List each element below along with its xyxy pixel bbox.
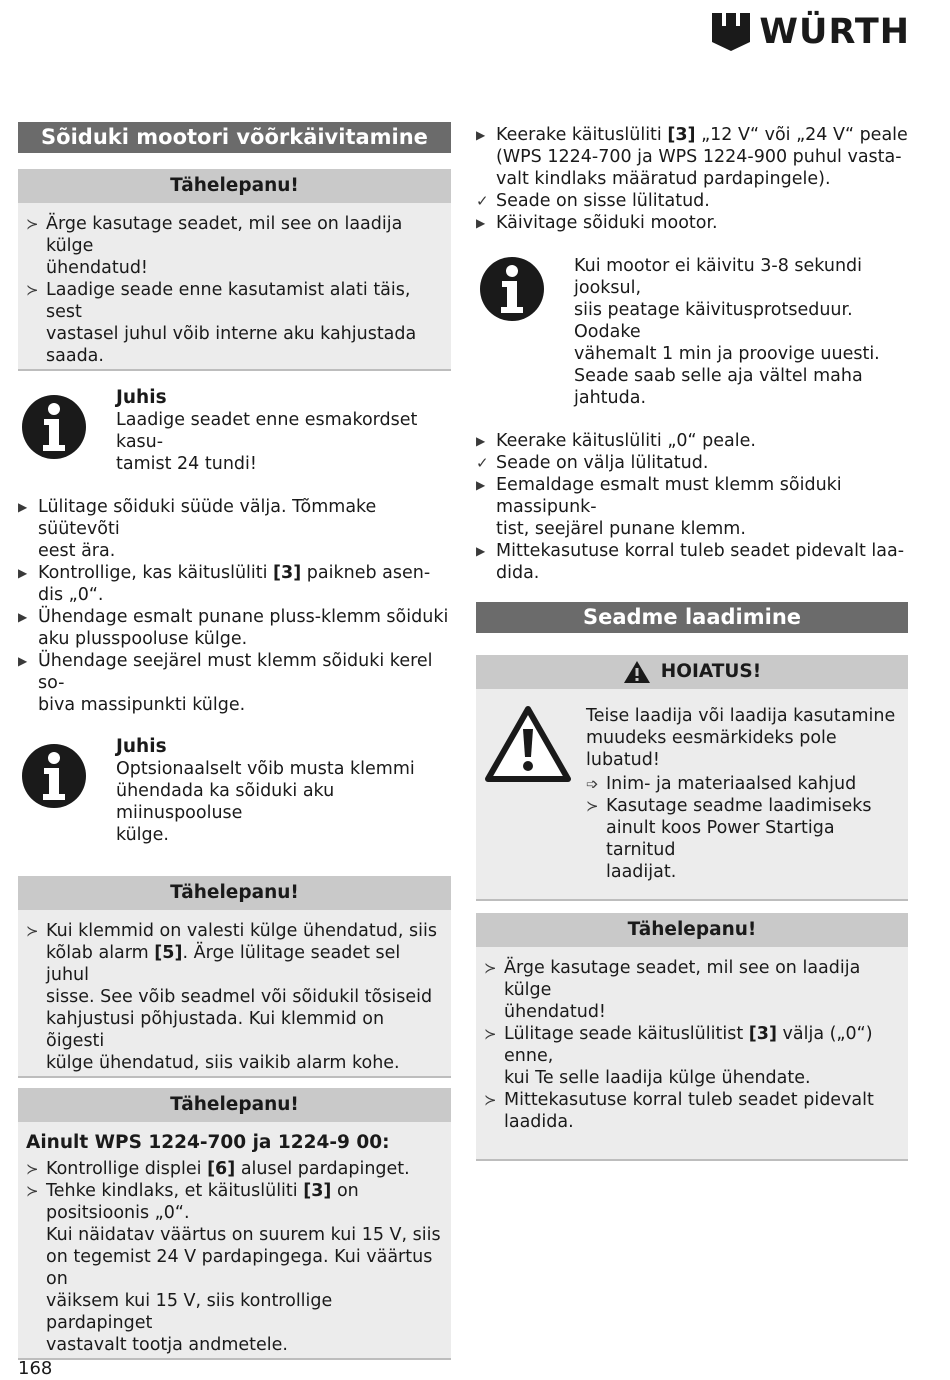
model-restriction-heading: Ainult WPS 1224-700 ja 1224-9 00: xyxy=(26,1132,390,1153)
warning-triangle-icon xyxy=(484,705,572,783)
notice-box-3 xyxy=(18,1088,451,1360)
chevron-right-icon: ≻ xyxy=(26,1182,39,1200)
list-item: ▶ Lülitage sõiduki süüde välja. Tõmmake süütevõti eest ära. xyxy=(18,497,377,561)
chevron-right-icon: ≻ xyxy=(26,922,39,940)
section-title-charging: Seadme laadimine xyxy=(476,602,908,633)
triangle-right-icon: ▶ xyxy=(18,500,28,514)
chevron-right-icon: ≻ xyxy=(26,1160,39,1178)
triangle-right-icon: ▶ xyxy=(18,610,28,624)
list-item: ✓ Seade on sisse lülitatud. xyxy=(476,191,710,211)
notice-box-4 xyxy=(476,913,908,1161)
notice-heading: Tähelepanu! xyxy=(18,876,451,910)
list-item: ≻ Lülitage seade käituslülitist [3] välja („0“) enne, kui Te selle laadija külge ühendate. xyxy=(484,1024,873,1088)
list-item: ▶ Kontrollige, kas käituslüliti [3] paikneb asen- dis „0“. xyxy=(18,563,431,605)
triangle-right-icon: ▶ xyxy=(476,128,486,142)
list-item: ▶ Mittekasutuse korral tuleb seadet pidevalt laa- dida. xyxy=(476,541,905,583)
triangle-right-icon: ▶ xyxy=(476,478,486,492)
list-item: ▶ Ühendage esmalt punane pluss-klemm sõiduki aku plusspooluse külge. xyxy=(18,607,449,649)
list-item: ▶ Keerake käituslüliti „0“ peale. xyxy=(476,431,756,451)
arrow-right-icon: ➩ xyxy=(586,775,599,793)
chevron-right-icon: ≻ xyxy=(26,215,39,233)
right-column xyxy=(476,124,908,1161)
info-icon xyxy=(20,393,88,461)
checkmark-icon: ✓ xyxy=(476,192,489,210)
list-item: ≻ Ärge kasutage seadet, mil see on laadija külge ühendatud! xyxy=(26,214,403,278)
triangle-right-icon: ▶ xyxy=(18,654,28,668)
step-list-2 xyxy=(476,124,908,234)
list-item: ≻ Ärge kasutage seadet, mil see on laadija külge ühendatud! xyxy=(484,958,861,1022)
list-item: ▶ Eemaldage esmalt must klemm sõiduki massipunk- tist, seejärel punane klemm. xyxy=(476,475,842,539)
step-list-3 xyxy=(476,430,908,584)
list-item: ➩ Inim- ja materiaalsed kahjud xyxy=(586,774,857,794)
list-item: ≻ Laadige seade enne kasutamist alati täis, sest vastasel juhul võib interne aku kahjustada saada. xyxy=(26,280,417,366)
list-item: ≻ Kontrollige displei [6] alusel pardapinget. xyxy=(26,1159,410,1179)
triangle-right-icon: ▶ xyxy=(476,216,486,230)
chevron-right-icon: ≻ xyxy=(484,1091,497,1109)
wurth-emblem-icon xyxy=(711,12,751,52)
left-column xyxy=(18,122,451,1360)
warning-heading: HOIATUS! xyxy=(476,655,908,689)
notice-heading: Tähelepanu! xyxy=(18,169,451,203)
notice-box-1 xyxy=(18,169,451,371)
notice-heading: Tähelepanu! xyxy=(18,1088,451,1122)
list-item: ▶ Ühendage seejärel must klemm sõiduki kerel so- biva massipunkti külge. xyxy=(18,651,433,715)
list-item: ≻ Kui klemmid on valesti külge ühendatud, siis kõlab alarm [5]. Ärge lülitage seadet sel juhul sisse. See võib seadmel või sõidukil tõsiseid kahjustusi põhjustada. Kui klemmid on õigesti külge ühendatud, siis vaikib alarm kohe. xyxy=(26,921,437,1073)
notice-heading: Tähelepanu! xyxy=(476,913,908,947)
continuation-text: Kui näidatav väärtus on suurem kui 15 V, siis on tegemist 24 V pardapingega. Kui väärtus on väiksem kui 15 V, siis kontrollige pardapinget vastavalt tootja andmetele. xyxy=(46,1225,441,1355)
info-note-3: Kui mootor ei käivitu 3-8 sekundi jooksul, siis peatage käivitusprotseduur. Oodake vähemalt 1 min ja proovige uuesti. Seade saab selle aja vältel maha jahtuda. xyxy=(476,255,908,409)
page-number: 168 xyxy=(18,1358,53,1379)
chevron-right-icon: ≻ xyxy=(484,959,497,977)
chevron-right-icon: ≻ xyxy=(26,281,39,299)
info-title: Juhis xyxy=(116,736,167,757)
list-item: ▶ Käivitage sõiduki mootor. xyxy=(476,213,718,233)
chevron-right-icon: ≻ xyxy=(484,1025,497,1043)
list-item: ▶ Keerake käituslüliti [3] „12 V“ või „24 V“ peale (WPS 1224-700 ja WPS 1224-900 puhul vasta- valt kindlaks määratud pardapingele). xyxy=(476,125,908,189)
info-note-1: Juhis Laadige seadet enne esmakordset kasu- tamist 24 tundi! xyxy=(18,387,451,475)
list-item: ✓ Seade on välja lülitatud. xyxy=(476,453,709,473)
list-item: ≻ Mittekasutuse korral tuleb seadet pidevalt laadida. xyxy=(484,1090,874,1132)
triangle-right-icon: ▶ xyxy=(476,434,486,448)
info-icon xyxy=(20,742,88,810)
info-icon xyxy=(478,255,546,323)
triangle-right-icon: ▶ xyxy=(476,544,486,558)
notice-box-2 xyxy=(18,876,451,1078)
list-item: ≻ Kasutage seadme laadimiseks ainult koos Power Startiga tarnitud laadijat. xyxy=(586,796,872,882)
info-note-2: Juhis Optsionaalselt võib musta klemmi ühendada ka sõiduki aku miinuspooluse külge. xyxy=(18,736,451,846)
warning-box: HOIATUS! Teise laadija või laadija kasutamine muudeks eesmärkideks pole lubatud! ➩ Inim- ja materiaalsed kahjud ≻ Kasutage seadme laadimiseks ainult koos Power Startiga tarnitud laadijat. xyxy=(476,655,908,901)
wurth-logo xyxy=(711,12,910,52)
brand-name: WÜRTH xyxy=(759,12,910,52)
checkmark-icon: ✓ xyxy=(476,454,489,472)
step-list-1 xyxy=(18,496,451,716)
info-title: Juhis xyxy=(116,387,167,408)
list-item: ≻ Tehke kindlaks, et käituslüliti [3] on positsioonis „0“. xyxy=(26,1181,359,1223)
section-title-jump-start: Sõiduki mootori võõrkäivitamine xyxy=(18,122,451,153)
warning-triangle-icon xyxy=(623,660,651,684)
chevron-right-icon: ≻ xyxy=(586,797,599,815)
triangle-right-icon: ▶ xyxy=(18,566,28,580)
